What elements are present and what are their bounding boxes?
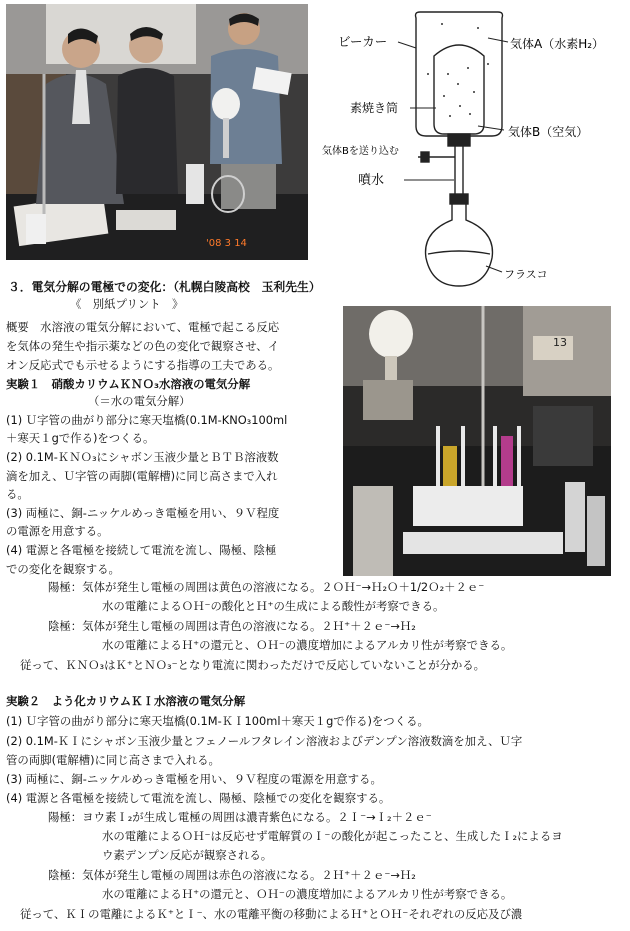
experiment-1-line: の電源を用意する。 (6, 524, 109, 538)
flask-water-level (428, 251, 490, 254)
experiment-1-line: (2) 0.1M-ＫＮＯ₃にシャボン玉液少量とＢＴＢ溶液数 (6, 450, 279, 464)
electrolysis-apparatus-photo (343, 306, 611, 576)
experiment-2-anode: 陽極：ヨウ素Ｉ₂が生成し電極の周囲は濃青紫色になる。２Ｉ⁻→Ｉ₂＋２ｅ⁻ (48, 810, 432, 824)
stopper (448, 134, 470, 146)
experiment-2-cathode: 陰極：気体が発生し電極の周囲は赤色の溶液になる。２Ｈ⁺＋２ｅ⁻→Ｈ₂ (48, 868, 416, 882)
experiment-1-conclusion: 従って、ＫＮＯ₃はＫ⁺とＮＯ₃⁻となり電流に関わっただけで反応していないことが分かる。 (20, 658, 486, 672)
lab-demonstration-photo (6, 4, 308, 260)
experiment-1-cathode: 陰極：気体が発生し電極の周囲は青色の溶液になる。２Ｈ⁺＋２ｅ⁻→Ｈ₂ (48, 619, 416, 633)
gas-a-leader (488, 38, 508, 42)
experiment-1-line: での変化を観察する。 (6, 562, 120, 576)
fountain-label: 噴水 (358, 173, 385, 188)
experiment-1-line: ＋寒天１gで作る)をつくる。 (6, 431, 155, 445)
experiment-1-cathode-note: 水の電離によるＨ⁺の還元と、ＯＨ⁻の濃度増加によるアルカリ性が考察できる。 (102, 638, 513, 652)
experiment-1-anode: 陽極：気体が発生し電極の周囲は黄色の溶液になる。２ＯＨ⁻→Ｈ₂Ｏ＋1/2Ｏ₂＋２ｅ⁻ (48, 580, 485, 594)
gas-b-feed-label: 気体Bを送り込む (322, 146, 399, 157)
section-3-heading: ３．電気分解の電極での変化：（札幌白陵高校 玉利先生） (8, 280, 321, 294)
experiment-2-line: (3) 両極に、銅-ニッケルめっき電極を用い、９Ｖ程度の電源を用意する。 (6, 772, 382, 786)
experiment-1-line: (1) Ｕ字管の曲がり部分に寒天塩橋(0.1M-KNO₃100ml (6, 413, 288, 427)
gas-b-leader (478, 126, 504, 130)
experiment-2-line: (2) 0.1M-ＫＩにシャボン玉液少量とフェノールフタレイン溶液およびデンプン溶液数滴を加え、Ｕ字 (6, 734, 523, 748)
handout-label: 《 別紙プリント 》 (70, 297, 184, 311)
experiment-1-line: (3) 両極に、銅-ニッケルめっき電極を用い、９Ｖ程度 (6, 506, 280, 520)
experiment-1-title: 実験１ 硝酸カリウムＫＮＯ₃水溶液の電気分解 (6, 377, 251, 391)
experiment-2-line: 管の両脚(電解槽)に同じ高さまで入れる。 (6, 753, 220, 767)
experiment-2-line: (4) 電源と各電極を接続して電流を流し、陽極、陰極での変化を観察する。 (6, 791, 391, 805)
date-stamp: '08 3 14 (206, 238, 247, 249)
experiment-1-line: 滴を加え、Ｕ字管の両脚(電解槽)に同じ高さまで入れ (6, 469, 278, 483)
lab-demonstration-photo-art (6, 4, 308, 260)
experiment-1-line: (4) 電源と各電極を接続して電流を流し、陽極、陰極 (6, 543, 277, 557)
overview-line: 概要 水溶液の電気分解において、電極で起こる反応 (6, 320, 280, 334)
stopcock (421, 152, 429, 162)
gas-b-label: 気体B（空気） (508, 125, 589, 139)
overview-line: オン反応式でも示せるようにする指導の工夫である。 (6, 358, 280, 372)
beaker-leader (398, 42, 416, 48)
gas-a-label: 気体A（水素H₂） (510, 37, 605, 51)
overview-line: を気体の発生や指示薬などの色の変化で観察させ、イ (6, 339, 280, 353)
experiment-1-line: る。 (6, 487, 29, 501)
fountain-apparatus-diagram (318, 4, 626, 294)
apparatus-tag: 13 (553, 336, 567, 349)
beaker-label: ビーカー (338, 34, 388, 49)
flask-label: フラスコ (504, 268, 548, 281)
electrolysis-apparatus-art (343, 306, 611, 576)
flask-stopper (450, 194, 468, 204)
fountain-apparatus-sketch (318, 4, 626, 294)
experiment-2-line: (1) Ｕ字管の曲がり部分に寒天塩橋(0.1M-ＫＩ100ml＋寒天１gで作る)をつくる。 (6, 714, 429, 728)
experiment-1-subtitle: （＝水の電気分解） (88, 394, 191, 408)
experiment-2-anode-note: 水の電離によるＯＨ⁻は反応せず電解質のＩ⁻の酸化が起こったこと、生成したＩ₂によるヨ (102, 829, 563, 843)
experiment-2-cathode-note: 水の電離によるＨ⁺の還元と、ＯＨ⁻の濃度増加によるアルカリ性が考察できる。 (102, 887, 513, 901)
porous-cup-outline (434, 45, 484, 134)
flask-outline (426, 204, 493, 286)
gas-a-dots (427, 23, 489, 117)
experiment-2-anode-note: ウ素デンプン反応が観察される。 (102, 848, 273, 862)
experiment-2-conclusion: 従って、ＫＩの電離によるＫ⁺とＩ⁻、水の電離平衡の移動によるＨ⁺とＯＨ⁻それぞれの反応及び濃 (20, 907, 523, 921)
experiment-1-anode-note: 水の電離によるＯＨ⁻の酸化とＨ⁺の生成による酸性が考察できる。 (102, 599, 445, 613)
experiment-2-title: 実験２ よう化カリウムＫＩ水溶液の電気分解 (6, 694, 246, 708)
porous-cup-label: 素焼き筒 (350, 101, 399, 115)
